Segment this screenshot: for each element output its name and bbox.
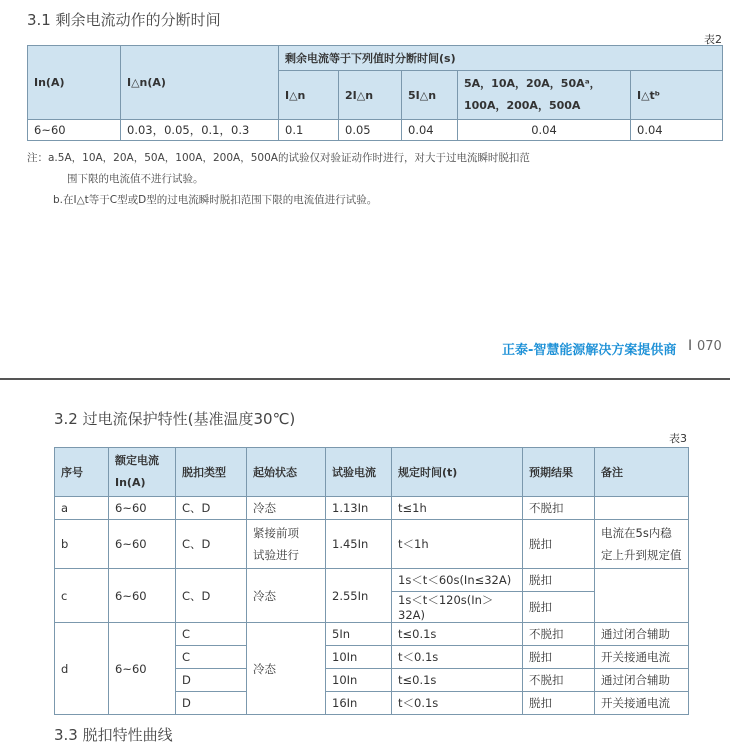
t3-c-trip: C、D xyxy=(176,569,247,623)
table-row xyxy=(55,569,689,592)
t3-b-time: t＜1h xyxy=(392,520,523,569)
t3-header-time: 规定时间(t) xyxy=(392,448,523,497)
page-divider xyxy=(0,378,730,380)
t3-b-current: 1.45In xyxy=(326,520,392,569)
t3-c-result1: 脱扣 xyxy=(523,569,595,592)
t2-header-c4 xyxy=(458,71,631,120)
t3-b-state xyxy=(247,520,326,569)
t3-b-remark-line1: 电流在5s内稳 xyxy=(601,526,672,540)
t3-c-seq: c xyxy=(55,569,109,623)
t3-header-current: 试验电流 xyxy=(326,448,392,497)
footer-brand: 正泰-智慧能源解决方案提供商 xyxy=(502,343,677,358)
t3-header-state: 起始状态 xyxy=(247,448,326,497)
t3-b-state-line1: 紧接前项 xyxy=(253,526,299,540)
t3-d-current-1: 5In xyxy=(326,623,392,646)
t3-d-remark-1: 通过闭合辅助 xyxy=(595,623,689,646)
t3-d-rated: 6~60 xyxy=(109,623,176,715)
t3-a-current: 1.13In xyxy=(326,497,392,520)
t3-header-trip: 脱扣类型 xyxy=(176,448,247,497)
t3-a-seq: a xyxy=(55,497,109,520)
t2-header-c4-line2: 100A，200A，500A xyxy=(464,99,581,112)
note-a-line2: 围下限的电流值不进行试验。 xyxy=(67,173,204,185)
t3-d-trip-1: C xyxy=(176,623,247,646)
t3-a-result: 不脱扣 xyxy=(523,497,595,520)
t3-header-seq: 序号 xyxy=(55,448,109,497)
t3-d-current-4: 16In xyxy=(326,692,392,715)
t3-header-result: 预期结果 xyxy=(523,448,595,497)
section-3-3-title: 3.3 脱扣特性曲线 xyxy=(54,726,173,744)
t3-d-remark-4: 开关接通电流 xyxy=(595,692,689,715)
table-row xyxy=(55,497,689,520)
t2-header-in: In(A) xyxy=(28,46,121,120)
t3-a-remark xyxy=(595,497,689,520)
t3-b-rated: 6~60 xyxy=(109,520,176,569)
t3-a-rated: 6~60 xyxy=(109,497,176,520)
t3-b-remark-line2: 定上升到规定值 xyxy=(601,548,682,562)
t3-b-seq: b xyxy=(55,520,109,569)
footer-separator: I xyxy=(688,338,693,354)
t3-c-current: 2.55In xyxy=(326,569,392,623)
t3-d-time-3: t≤0.1s xyxy=(392,669,523,692)
section-3-2-title: 3.2 过电流保护特性(基准温度30℃) xyxy=(54,410,296,428)
t3-header-rated-line1: 额定电流 xyxy=(115,454,159,467)
t3-c-result2: 脱扣 xyxy=(523,592,595,623)
t2-header-idn: I△n(A) xyxy=(121,46,279,120)
t2-cell-idn: 0.03，0.05，0.1，0.3 xyxy=(121,120,279,141)
t3-b-state-line2: 试验进行 xyxy=(253,548,299,562)
table-2 xyxy=(27,45,723,141)
t2-cell-c4: 0.04 xyxy=(458,120,631,141)
t2-cell-c2: 0.05 xyxy=(339,120,402,141)
table-row xyxy=(55,520,689,569)
t3-d-state: 冷态 xyxy=(247,623,326,715)
t3-d-trip-2: C xyxy=(176,646,247,669)
t3-a-state: 冷态 xyxy=(247,497,326,520)
t2-cell-in: 6~60 xyxy=(28,120,121,141)
t3-header-remark: 备注 xyxy=(595,448,689,497)
t3-c-remark xyxy=(595,569,689,623)
t2-header-c1: I△n xyxy=(279,71,339,120)
t3-d-remark-2: 开关接通电流 xyxy=(595,646,689,669)
table-row xyxy=(55,623,689,646)
t3-d-result-3: 不脱扣 xyxy=(523,669,595,692)
t2-cell-c1: 0.1 xyxy=(279,120,339,141)
t3-d-remark-3: 通过闭合辅助 xyxy=(595,669,689,692)
t2-cell-c5: 0.04 xyxy=(631,120,723,141)
t3-d-current-2: 10In xyxy=(326,646,392,669)
t3-d-time-4: t＜0.1s xyxy=(392,692,523,715)
t3-d-time-1: t≤0.1s xyxy=(392,623,523,646)
t2-header-c2: 2I△n xyxy=(339,71,402,120)
t3-header-rated xyxy=(109,448,176,497)
t2-header-group: 剩余电流等于下列值时分断时间(s) xyxy=(279,46,723,71)
t3-b-remark xyxy=(595,520,689,569)
t3-d-time-2: t＜0.1s xyxy=(392,646,523,669)
note-b: b.在I△t等于C型或D型的过电流瞬时脱扣范围下限的电流值进行试验。 xyxy=(53,194,378,206)
t3-a-trip: C、D xyxy=(176,497,247,520)
t3-d-current-3: 10In xyxy=(326,669,392,692)
t3-d-result-1: 不脱扣 xyxy=(523,623,595,646)
footer-page-number: 070 xyxy=(697,339,722,354)
t3-d-trip-3: D xyxy=(176,669,247,692)
t3-header-rated-line2: In(A) xyxy=(115,476,146,489)
table-3-tag: 表3 xyxy=(669,432,687,445)
t3-d-result-2: 脱扣 xyxy=(523,646,595,669)
t3-c-rated: 6~60 xyxy=(109,569,176,623)
t2-header-c5: I△tᵇ xyxy=(631,71,723,120)
table-3 xyxy=(54,447,689,715)
t2-cell-c3: 0.04 xyxy=(402,120,458,141)
t3-d-seq: d xyxy=(55,623,109,715)
note-a-line1: 注：a.5A，10A，20A，50A，100A，200A，500A的试验仅对验证动作时进行，对大于过电流瞬时脱扣范 xyxy=(27,152,530,164)
t2-header-c4-line1: 5A，10A，20A，50Aᵃ， xyxy=(464,77,601,90)
t3-a-time: t≤1h xyxy=(392,497,523,520)
table-2-tag: 表2 xyxy=(704,33,722,46)
t3-d-trip-4: D xyxy=(176,692,247,715)
t2-header-c3: 5I△n xyxy=(402,71,458,120)
t3-b-trip: C、D xyxy=(176,520,247,569)
t3-d-result-4: 脱扣 xyxy=(523,692,595,715)
section-3-1-title: 3.1 剩余电流动作的分断时间 xyxy=(27,11,221,29)
t3-c-state: 冷态 xyxy=(247,569,326,623)
t3-b-result: 脱扣 xyxy=(523,520,595,569)
t3-c-time2: 1s＜t＜120s(In＞32A) xyxy=(392,592,523,623)
t3-c-time1: 1s＜t＜60s(In≤32A) xyxy=(392,569,523,592)
table-row xyxy=(28,120,723,141)
